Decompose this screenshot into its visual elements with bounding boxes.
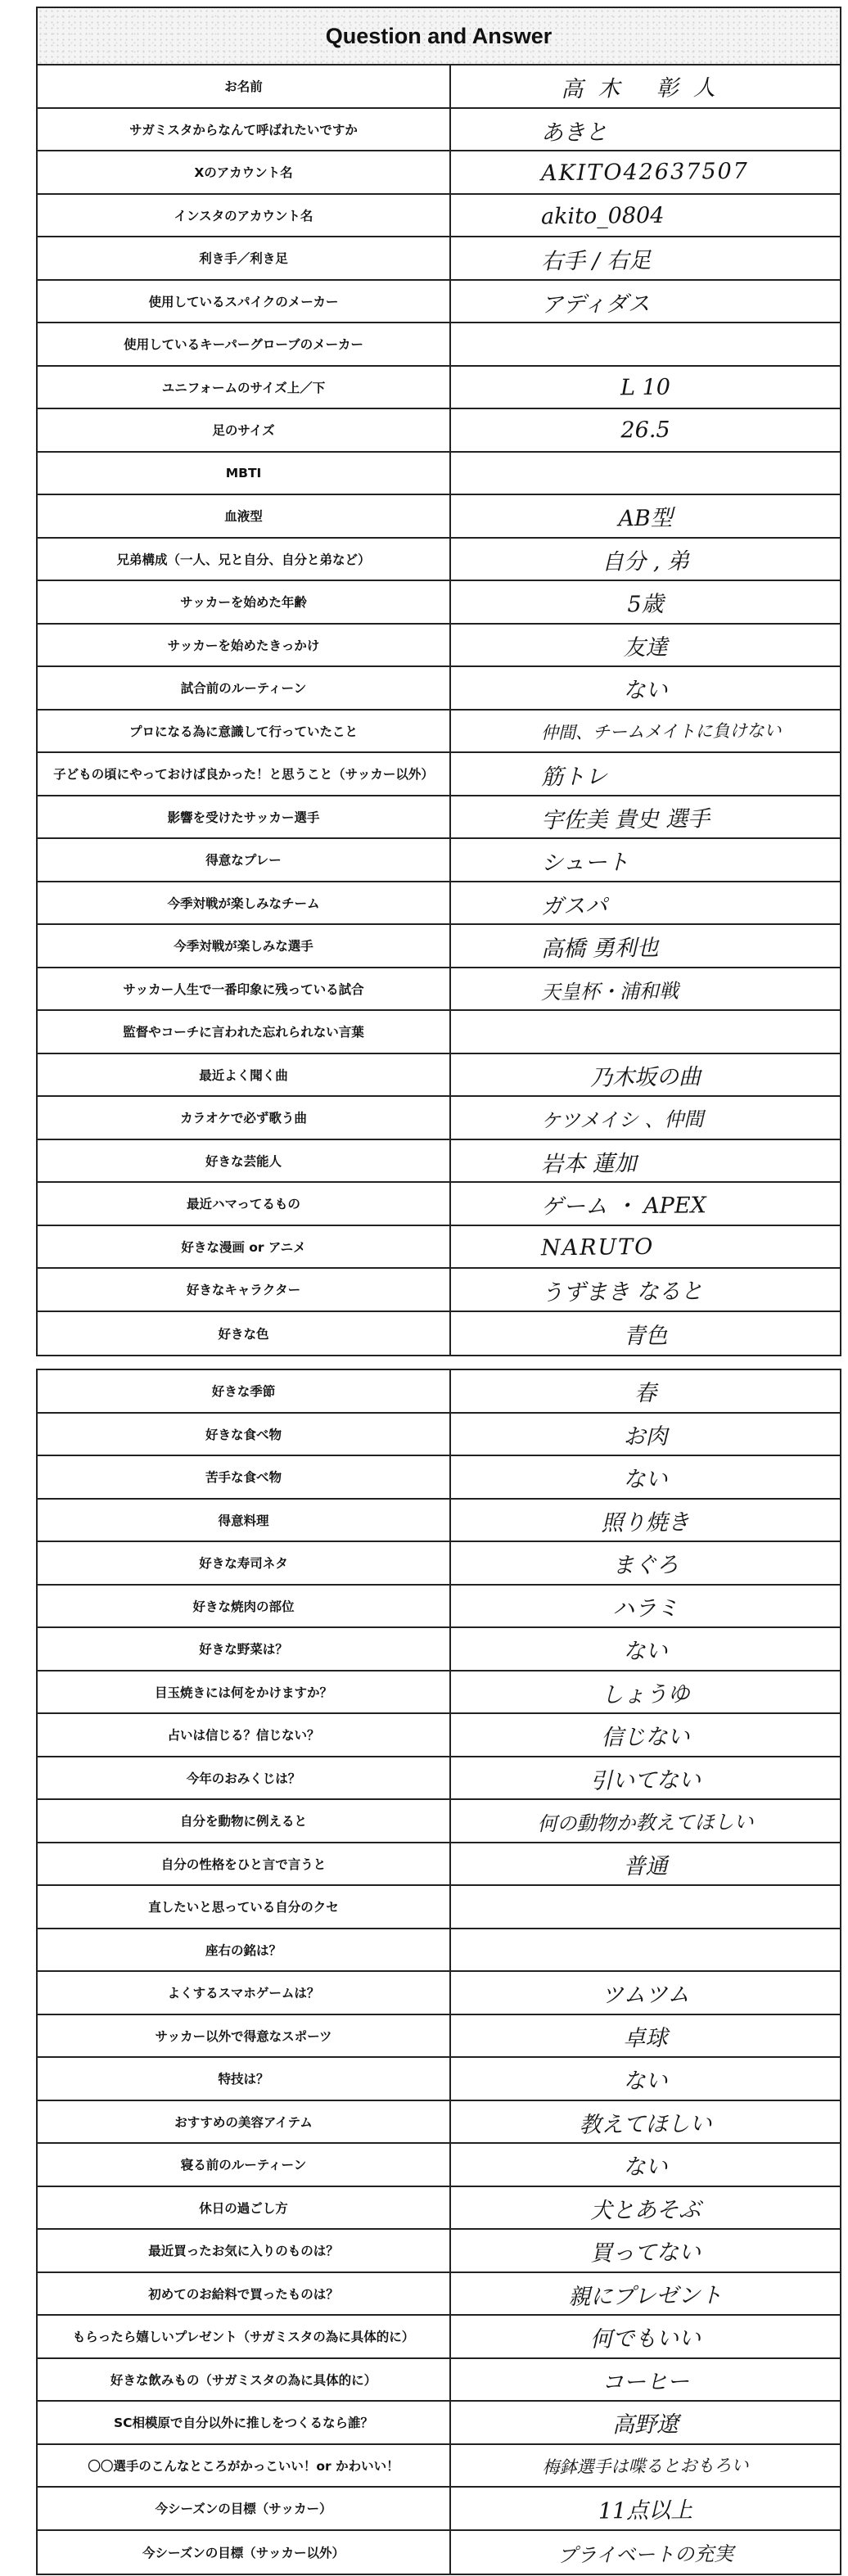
qa-row <box>38 1886 840 1929</box>
qa-row <box>38 1586 840 1629</box>
qa-row <box>38 1671 840 1715</box>
handwritten-answer: ない <box>623 1466 668 1493</box>
handwritten-answer: しょうゆ <box>601 1680 690 1708</box>
question-label: 今シーズンの目標（サッカー） <box>38 2488 451 2529</box>
qa-row <box>38 667 840 711</box>
handwritten-answer: 岩本 蓮加 <box>540 1150 637 1177</box>
handwritten-answer: akito_0804 <box>540 202 665 229</box>
handwritten-answer: ハラミ <box>611 1595 679 1622</box>
qa-row <box>38 2488 840 2531</box>
qa-row <box>38 625 840 668</box>
qa-row <box>38 2230 840 2273</box>
handwritten-answer: 友達 <box>623 634 668 661</box>
handwritten-answer: 高橋 勇利也 <box>540 935 659 963</box>
question-label: 監督やコーチに言われた忘れられない言葉 <box>38 1011 451 1053</box>
qa-row <box>38 968 840 1012</box>
handwritten-answer: 犬とあそぶ <box>589 2196 701 2223</box>
qa-row <box>38 539 840 582</box>
question-label: お名前 <box>38 65 451 107</box>
qa-row <box>38 1269 840 1312</box>
questionnaire-sheet-2 <box>36 1369 841 2575</box>
handwritten-answer: 卓球 <box>623 2024 668 2051</box>
question-label: 好きな色 <box>38 1312 451 1356</box>
qa-table-2 <box>38 1370 840 2574</box>
question-label: サッカー人生で一番印象に残っている試合 <box>38 968 451 1010</box>
question-label: ユニフォームのサイズ上／下 <box>38 367 451 408</box>
question-label: サッカー以外で得意なスポーツ <box>38 2015 451 2057</box>
handwritten-answer: ない <box>623 2068 668 2095</box>
question-label: 自分の性格をひと言で言うと <box>38 1843 451 1885</box>
question-label: 足のサイズ <box>38 409 451 451</box>
qa-row <box>38 2144 840 2187</box>
qa-row <box>38 1972 840 2015</box>
handwritten-answer: 高野遼 <box>611 2411 679 2438</box>
question-label: 利き手／利き足 <box>38 237 451 279</box>
question-label: 最近買ったお気に入りのものは？ <box>38 2230 451 2271</box>
qa-row <box>38 1500 840 1543</box>
question-label: MBTI <box>38 453 451 494</box>
question-label: SC相模原で自分以外に推しをつくるなら誰？ <box>38 2402 451 2443</box>
qa-row <box>38 1414 840 1457</box>
handwritten-answer: 青色 <box>623 1322 668 1349</box>
question-label: サッカーを始めた年齢 <box>38 581 451 623</box>
question-label: 今シーズンの目標（サッカー以外） <box>38 2531 451 2574</box>
question-label: 好きな食べ物 <box>38 1414 451 1455</box>
handwritten-answer: 26.5 <box>620 417 670 444</box>
question-label: もらったら嬉しいプレゼント（サガミスタの為に具体的に） <box>38 2316 451 2357</box>
question-label: 好きな季節 <box>38 1370 451 1412</box>
qa-row <box>38 367 840 410</box>
handwritten-answer: 普通 <box>623 1852 668 1879</box>
handwritten-answer: 5歳 <box>627 591 664 617</box>
handwritten-answer: ない <box>623 1638 668 1665</box>
handwritten-answer: 自分 , 弟 <box>601 548 690 575</box>
qa-row <box>38 1800 840 1843</box>
qa-row <box>38 195 840 238</box>
question-label: 特技は？ <box>38 2058 451 2100</box>
question-label: 初めてのお給料で買ったものは？ <box>38 2273 451 2315</box>
questionnaire-sheet-1 <box>36 7 841 1356</box>
qa-row <box>38 839 840 882</box>
qa-row <box>38 109 840 152</box>
handwritten-answer: 筋トレ <box>540 764 608 791</box>
handwritten-answer: 高木 彰人 <box>561 74 730 102</box>
handwritten-answer <box>451 1929 840 1971</box>
qa-row <box>38 2187 840 2231</box>
qa-row <box>38 323 840 367</box>
question-label: 影響を受けたサッカー選手 <box>38 796 451 838</box>
question-label: Xのアカウント名 <box>38 151 451 193</box>
handwritten-answer <box>451 1886 840 1928</box>
qa-row <box>38 281 840 324</box>
question-label: 今年のおみくじは？ <box>38 1757 451 1799</box>
qa-row <box>38 237 840 281</box>
question-label: サッカーを始めたきっかけ <box>38 625 451 666</box>
question-label: 好きな漫画 or アニメ <box>38 1226 451 1268</box>
handwritten-answer: 梅鉢選手は喋るとおもろい <box>542 2455 749 2478</box>
question-label: 好きな飲みもの（サガミスタの為に具体的に） <box>38 2359 451 2401</box>
question-label: 目玉焼きには何をかけますか？ <box>38 1671 451 1713</box>
question-label: 血液型 <box>38 495 451 537</box>
handwritten-answer: 照り焼き <box>601 1509 690 1536</box>
qa-row <box>38 453 840 496</box>
qa-row <box>38 495 840 539</box>
question-label: 最近よく聞く曲 <box>38 1054 451 1096</box>
handwritten-answer: ケツメイシ 、仲間 <box>540 1108 704 1133</box>
question-label: 〇〇選手のこんなところがかっこいい！or かわいい！ <box>38 2445 451 2487</box>
handwritten-answer: 仲間、チームメイトに負けない <box>540 720 782 743</box>
question-label: 最近ハマってるもの <box>38 1183 451 1225</box>
handwritten-answer: AB型 <box>618 505 673 532</box>
handwritten-answer: 宇佐美 貴史 選手 <box>540 805 710 833</box>
qa-row <box>38 2402 840 2445</box>
handwritten-answer: ない <box>623 677 668 704</box>
question-label: おすすめの美容アイテム <box>38 2101 451 2143</box>
question-label: 座右の銘は？ <box>38 1929 451 1971</box>
question-label: 兄弟構成（一人、兄と自分、自分と弟など） <box>38 539 451 580</box>
question-label: プロになる為に意識して行っていたこと <box>38 711 451 752</box>
handwritten-answer: 引いてない <box>589 1766 701 1793</box>
handwritten-answer: 親にプレゼント <box>568 2282 723 2310</box>
qa-row <box>38 1542 840 1586</box>
qa-row <box>38 1628 840 1671</box>
qa-row <box>38 2101 840 2145</box>
qa-row <box>38 1843 840 1887</box>
handwritten-answer: 11点以上 <box>598 2497 693 2524</box>
qa-row <box>38 2445 840 2488</box>
qa-row <box>38 711 840 754</box>
question-label: 試合前のルーティーン <box>38 667 451 709</box>
question-label: 好きな野菜は？ <box>38 1628 451 1670</box>
handwritten-answer: シュート <box>540 849 629 877</box>
handwritten-answer: ゲーム ・ APEX <box>540 1192 706 1220</box>
question-label: 得意なプレー <box>38 839 451 881</box>
page-title: Question and Answer <box>38 8 840 65</box>
qa-row <box>38 1312 840 1356</box>
qa-row <box>38 581 840 625</box>
handwritten-answer: まぐろ <box>611 1552 679 1579</box>
question-label: 子どもの頃にやっておけば良かった！と思うこと（サッカー以外） <box>38 753 451 795</box>
handwritten-answer <box>451 1011 840 1053</box>
qa-row <box>38 1370 840 1414</box>
question-label: インスタのアカウント名 <box>38 195 451 237</box>
handwritten-answer: ない <box>623 2154 668 2181</box>
handwritten-answer: 信じない <box>601 1724 690 1751</box>
qa-row <box>38 409 840 453</box>
question-label: 使用しているスパイクのメーカー <box>38 281 451 323</box>
qa-row <box>38 1140 840 1184</box>
qa-row <box>38 1757 840 1801</box>
qa-table-1 <box>38 65 840 1355</box>
qa-row <box>38 1456 840 1500</box>
handwritten-answer: お肉 <box>623 1423 668 1450</box>
qa-row <box>38 2531 840 2574</box>
handwritten-answer <box>451 323 840 365</box>
handwritten-answer <box>451 453 840 494</box>
handwritten-answer: AKITO42637507 <box>540 158 750 187</box>
qa-row <box>38 882 840 926</box>
handwritten-answer: プライベートの充実 <box>557 2542 734 2567</box>
question-label: 好きな芸能人 <box>38 1140 451 1182</box>
question-label: カラオケで必ず歌う曲 <box>38 1097 451 1139</box>
question-label: 使用しているキーパーグローブのメーカー <box>38 323 451 365</box>
handwritten-answer: 買ってない <box>589 2240 701 2267</box>
qa-row <box>38 1183 840 1226</box>
question-label: 自分を動物に例えると <box>38 1800 451 1842</box>
question-label: 好きな焼肉の部位 <box>38 1586 451 1627</box>
question-label: 好きな寿司ネタ <box>38 1542 451 1584</box>
handwritten-answer: あきと <box>540 119 608 146</box>
handwritten-answer: 乃木坂の曲 <box>589 1063 701 1090</box>
handwritten-answer: 何の動物か教えてほしい <box>537 1810 754 1836</box>
handwritten-answer: ツムツム <box>601 1982 690 2009</box>
qa-row <box>38 1226 840 1270</box>
handwritten-answer: コーヒー <box>601 2368 690 2395</box>
question-label: サガミスタからなんて呼ばれたいですか <box>38 109 451 151</box>
question-label: 寝る前のルーティーン <box>38 2144 451 2186</box>
qa-row <box>38 1054 840 1098</box>
question-label: 苦手な食べ物 <box>38 1456 451 1498</box>
handwritten-answer: 何でもいい <box>589 2326 701 2353</box>
handwritten-answer: L 10 <box>620 373 671 400</box>
qa-row <box>38 1097 840 1140</box>
handwritten-answer: うずまき なると <box>540 1279 703 1306</box>
question-label: 今季対戦が楽しみなチーム <box>38 882 451 924</box>
qa-row <box>38 796 840 840</box>
question-label: 占いは信じる？信じない？ <box>38 1714 451 1756</box>
qa-row <box>38 2058 840 2101</box>
handwritten-answer: 教えてほしい <box>579 2110 712 2138</box>
qa-row <box>38 65 840 109</box>
qa-row <box>38 2316 840 2359</box>
qa-row <box>38 1011 840 1054</box>
question-label: 好きなキャラクター <box>38 1269 451 1311</box>
handwritten-answer: NARUTO <box>540 1234 655 1261</box>
qa-row <box>38 1714 840 1757</box>
qa-row <box>38 1929 840 1973</box>
question-label: よくするスマホゲームは？ <box>38 1972 451 2014</box>
handwritten-answer: アディダス <box>540 291 651 318</box>
handwritten-answer: 天皇杯・浦和戦 <box>540 978 679 1004</box>
qa-row <box>38 2273 840 2317</box>
question-label: 今季対戦が楽しみな選手 <box>38 925 451 967</box>
qa-row <box>38 753 840 796</box>
question-label: 得意料理 <box>38 1500 451 1541</box>
qa-row <box>38 2015 840 2059</box>
qa-row <box>38 2359 840 2402</box>
question-label: 休日の過ごし方 <box>38 2187 451 2229</box>
qa-row <box>38 925 840 968</box>
handwritten-answer: 右手 / 右足 <box>540 247 652 275</box>
handwritten-answer: ガスパ <box>540 892 608 919</box>
handwritten-answer: 春 <box>634 1380 657 1406</box>
qa-row <box>38 151 840 195</box>
question-label: 直したいと思っている自分のクセ <box>38 1886 451 1928</box>
